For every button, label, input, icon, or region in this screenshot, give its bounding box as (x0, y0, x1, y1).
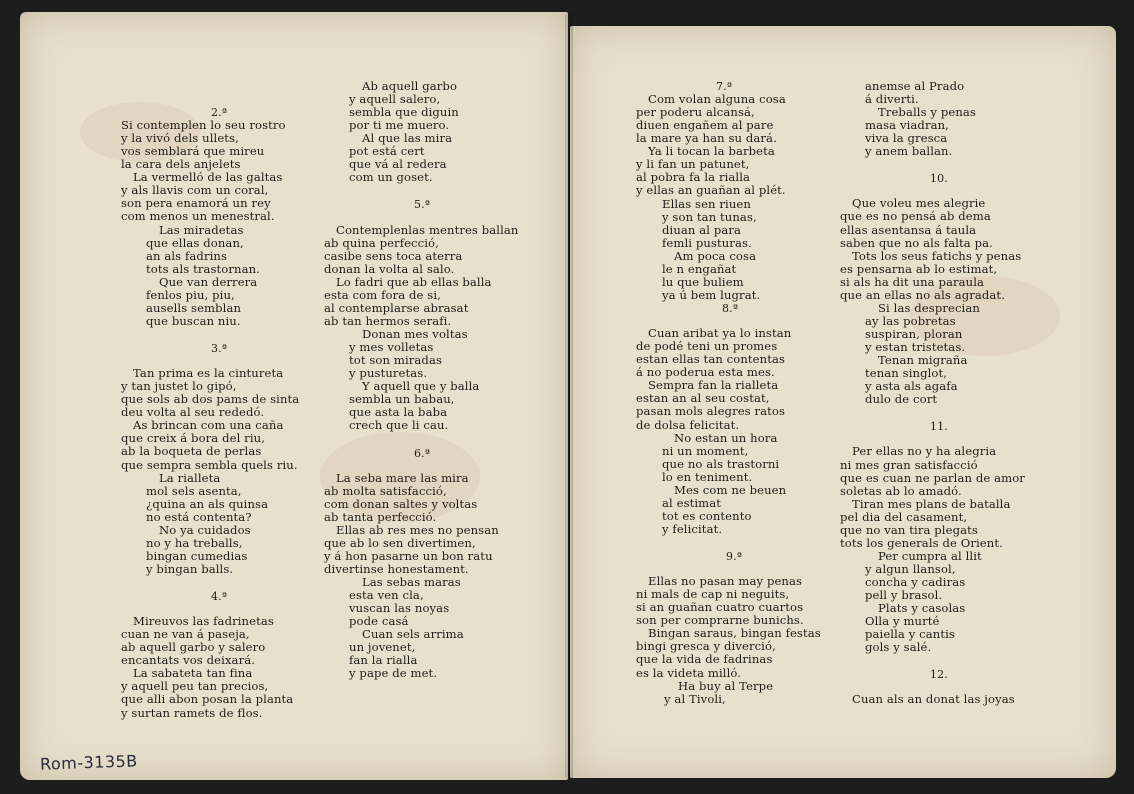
stanza-number: 11. (930, 420, 948, 433)
stanza-number: 2.ª (211, 106, 228, 119)
verse-line: le n engañat (662, 262, 737, 276)
verse-line: y aquell salero, (349, 92, 441, 106)
verse-line: Per ellas no y ha alegria (852, 444, 997, 458)
verse-line: ¿quina an als quinsa (146, 497, 269, 511)
verse-line: estan an al seu costat, (636, 391, 770, 405)
verse-line: esta ven cla, (349, 588, 424, 602)
verse-line: La vermelló de las galtas (133, 170, 283, 184)
verse-line: soletas ab lo amadó. (840, 484, 962, 498)
verse-line: de dolsa felicitat. (636, 418, 740, 432)
verse-line: que sempra sembla quels riu. (121, 458, 298, 472)
verse-line: Ellas sen riuen (662, 197, 751, 211)
verse-line: an als fadrins (146, 249, 228, 263)
verse-line: Ya li tocan la barbeta (648, 144, 775, 158)
verse-line: y felicitat. (662, 522, 723, 536)
verse-line: pasan mols alegres ratos (636, 404, 786, 418)
center-fold (565, 14, 573, 778)
verse-line: ab la boqueta de perlas (121, 444, 262, 458)
verse-line: no y ha treballs, (146, 536, 243, 550)
verse-line: y als llavis com un coral, (121, 183, 269, 197)
verse-line: As brincan com una caña (133, 418, 284, 432)
verse-line: Mireuvos las fadrinetas (133, 614, 274, 628)
stanza-number: 6.ª (414, 447, 431, 460)
verse-line: Treballs y penas (878, 105, 976, 119)
verse-line: esta com fora de si, (324, 288, 441, 302)
verse-line: anemse al Prado (865, 79, 965, 93)
verse-line: Per cumpra al llit (878, 549, 982, 563)
verse-line: al estimat (662, 496, 722, 510)
verse-line: mol sels asenta, (146, 484, 242, 498)
verse-line: ya ú bem lugrat. (662, 288, 761, 302)
verse-line: La rialleta (159, 471, 221, 485)
verse-line: ab molta satisfacció, (324, 484, 447, 498)
verse-line: y la vivó dels ullets, (121, 131, 239, 145)
verse-line: y pusturetas. (349, 366, 428, 380)
verse-line: que ab lo sen divertimen, (324, 536, 476, 550)
verse-line: de podé teni un promes (636, 339, 778, 353)
verse-line: pot está cert (349, 144, 425, 158)
stanza-number: 9.ª (726, 550, 743, 563)
verse-line: Al que las mira (362, 131, 453, 145)
verse-line: Y aquell que y balla (362, 379, 480, 393)
stanza-number: 5.ª (414, 198, 431, 211)
verse-line: ni un moment, (662, 444, 749, 458)
verse-line: Am poca cosa (674, 249, 757, 263)
verse-line: pel dia del casament, (840, 510, 968, 524)
verse-line: per poderu alcansá, (636, 105, 755, 119)
verse-line: Cuan als an donat las joyas (852, 692, 1015, 706)
verse-line: estan ellas tan contentas (636, 352, 786, 366)
verse-line: un jovenet, (349, 640, 416, 654)
verse-line: suspiran, ploran (865, 327, 963, 341)
verse-line: que alli abon posan la planta (121, 692, 294, 706)
verse-line: Donan mes voltas (362, 327, 468, 341)
verse-line: Ellas ab res mes no pensan (336, 523, 499, 537)
verse-line: bingi gresca y diverció, (636, 639, 776, 653)
verse-line: donan la volta al salo. (324, 262, 455, 276)
verse-line: es pensarna ab lo estimat, (840, 262, 998, 276)
verse-line: son per comprarne bunichs. (636, 613, 804, 627)
verse-line: y estan tristetas. (865, 340, 966, 354)
verse-line: Si contemplen lo seu rostro (121, 118, 286, 132)
verse-line: Bingan saraus, bingan festas (648, 626, 821, 640)
verse-line: No estan un hora (674, 431, 778, 445)
verse-line: femli pusturas. (662, 236, 752, 250)
verse-line: la cara dels anjelets (121, 157, 241, 171)
verse-line: lo en teniment. (662, 470, 753, 484)
verse-line: pell y brasol. (865, 588, 943, 602)
verse-line: si als ha dit una paraula (840, 275, 985, 289)
stanza-number: 4.ª (211, 590, 228, 603)
verse-line: gols y salé. (865, 640, 932, 654)
verse-line: y surtan ramets de flos. (121, 706, 263, 720)
stanza-number: 10. (930, 172, 948, 185)
verse-line: Si las desprecian (878, 301, 980, 315)
verse-line: y son tan tunas, (662, 210, 757, 224)
verse-line: diuan al para (662, 223, 742, 237)
verse-line: ab tan hermos serafi. (324, 314, 452, 328)
verse-line: crech que li cau. (349, 418, 449, 432)
verse-line: concha y cadiras (865, 575, 966, 589)
verse-line: diuen engañem al pare (636, 118, 774, 132)
verse-line: Tenan migraña (878, 353, 968, 367)
verse-line: com donan saltes y voltas (324, 497, 478, 511)
verse-line: paiella y cantis (865, 627, 955, 641)
verse-line: y bingan balls. (146, 562, 234, 576)
verse-line: al pobra fa la rialla (636, 170, 751, 184)
verse-line: Mes com ne beuen (674, 483, 787, 497)
verse-line: y asta als agafa (865, 379, 958, 393)
verse-line: ni mes gran satisfacció (840, 458, 978, 472)
verse-line: que no van tira plegats (840, 523, 978, 537)
stanza-number: 12. (930, 668, 948, 681)
verse-line: Tiran mes plans de batalla (852, 497, 1011, 511)
verse-line: Cuan sels arrima (362, 627, 464, 641)
verse-line: encantats vos deixará. (121, 653, 256, 667)
verse-line: es la videta milló. (636, 666, 742, 680)
verse-line: por ti me muero. (349, 118, 450, 132)
verse-line: y mes volletas (349, 340, 434, 354)
verse-line: que es cuan ne parlan de amor (840, 471, 1025, 485)
verse-line: y ellas an guañan al plét. (636, 183, 786, 197)
verse-line: á diverti. (865, 92, 919, 106)
verse-line: que an ellas no als agradat. (840, 288, 1005, 302)
verse-line: que sols ab dos pams de sinta (121, 392, 300, 406)
verse-line: divertinse honestament. (324, 562, 469, 576)
verse-line: dulo de cort (865, 392, 938, 406)
verse-line: tot son miradas (349, 353, 443, 367)
verse-line: que vá al redera (349, 157, 447, 171)
verse-line: la mare ya han su dará. (636, 131, 777, 145)
verse-line: tots als trastornan. (146, 262, 260, 276)
verse-line: Lo fadri que ab ellas balla (336, 275, 492, 289)
verse-line: que la vida de fadrinas (636, 652, 773, 666)
verse-line: ab quina perfecció, (324, 236, 439, 250)
verse-line: sembla un babau, (349, 392, 455, 406)
verse-line: á no poderua esta mes. (636, 365, 775, 379)
verse-line: ab tanta perfecció. (324, 510, 437, 524)
verse-line: fenlos piu, piu, (146, 288, 235, 302)
verse-line: Olla y murté (865, 614, 940, 628)
verse-line: bingan cumedias (146, 549, 248, 563)
verse-line: Ha buy al Terpe (678, 679, 774, 693)
verse-line: al contemplarse abrasat (324, 301, 469, 315)
verse-line: Ellas no pasan may penas (648, 574, 803, 588)
verse-line: tots los generals de Orient. (840, 536, 1003, 550)
verse-line: saben que no als falta pa. (840, 236, 993, 250)
catalog-mark: Rom-3135B (39, 751, 139, 774)
verse-line: y anem ballan. (865, 144, 953, 158)
verse-line: si an guañan cuatro cuartos (636, 600, 804, 614)
stanza-number: 8.ª (722, 302, 739, 315)
verse-line: Que voleu mes alegrie (852, 196, 986, 210)
verse-line: y al Tivoli, (664, 692, 726, 706)
verse-line: sembla que diguin (349, 105, 459, 119)
verse-line: Com volan alguna cosa (648, 92, 786, 106)
verse-line: pode casá (349, 614, 409, 628)
verse-line: Las miradetas (159, 223, 244, 237)
verse-line: Tots los seus fatichs y penas (852, 249, 1022, 263)
verse-line: vuscan las noyas (349, 601, 450, 615)
verse-line: que asta la baba (349, 405, 448, 419)
verse-line: y aquell peu tan precios, (121, 679, 269, 693)
verse-line: Plats y casolas (878, 601, 966, 615)
verse-line: Ab aquell garbo (362, 79, 458, 93)
verse-line: Cuan aribat ya lo instan (648, 326, 792, 340)
verse-line: ab aquell garbo y salero (121, 640, 266, 654)
verse-line: ay las pobretas (865, 314, 956, 328)
verse-line: ni mals de cap ni neguits, (636, 587, 790, 601)
verse-line: son pera enamorá un rey (121, 196, 271, 210)
verse-line: que creix á bora del riu, (121, 431, 265, 445)
verse-line: que es no pensá ab dema (840, 209, 991, 223)
verse-line: y algun llansol, (865, 562, 956, 576)
verse-line: ausells semblan (146, 301, 242, 315)
verse-line: y tan justet lo gipó, (121, 379, 237, 393)
verse-line: tenan singlot, (865, 366, 948, 380)
verse-line: com menos un menestral. (121, 209, 275, 223)
verse-line: masa viadran, (865, 118, 949, 132)
verse-line: tot es contento (662, 509, 752, 523)
verse-line: No ya cuidados (159, 523, 251, 537)
verse-line: deu volta al seu rededó. (121, 405, 265, 419)
verse-line: no está contenta? (146, 510, 252, 524)
verse-line: La seba mare las mira (336, 471, 469, 485)
verse-line: La sabateta tan fina (133, 666, 253, 680)
verse-line: Contemplenlas mentres ballan (336, 223, 519, 237)
verse-line: que no als trastorni (662, 457, 780, 471)
verse-line: com un goset. (349, 170, 433, 184)
verse-line: cuan ne van á paseja, (121, 627, 250, 641)
verse-line: que buscan niu. (146, 314, 241, 328)
verse-line: Las sebas maras (362, 575, 461, 589)
verse-line: fan la rialla (349, 653, 418, 667)
verse-line: casibe sens toca aterra (324, 249, 463, 263)
verse-line: vos semblará que mireu (121, 144, 265, 158)
verse-line: y pape de met. (349, 666, 438, 680)
verse-line: lu que buliem (662, 275, 744, 289)
verse-line: Que van derrera (159, 275, 258, 289)
verse-line: ellas asentansa á taula (840, 223, 977, 237)
verse-line: viva la gresca (865, 131, 948, 145)
stanza-number: 7.ª (716, 80, 733, 93)
verse-line: Sempra fan la rialleta (648, 378, 779, 392)
stanza-number: 3.ª (211, 342, 228, 355)
verse-line: y li fan un patunet, (636, 157, 750, 171)
verse-line: que ellas donan, (146, 236, 244, 250)
verse-line: Tan prima es la cintureta (133, 366, 284, 380)
verse-line: y á hon pasarne un bon ratu (324, 549, 493, 563)
